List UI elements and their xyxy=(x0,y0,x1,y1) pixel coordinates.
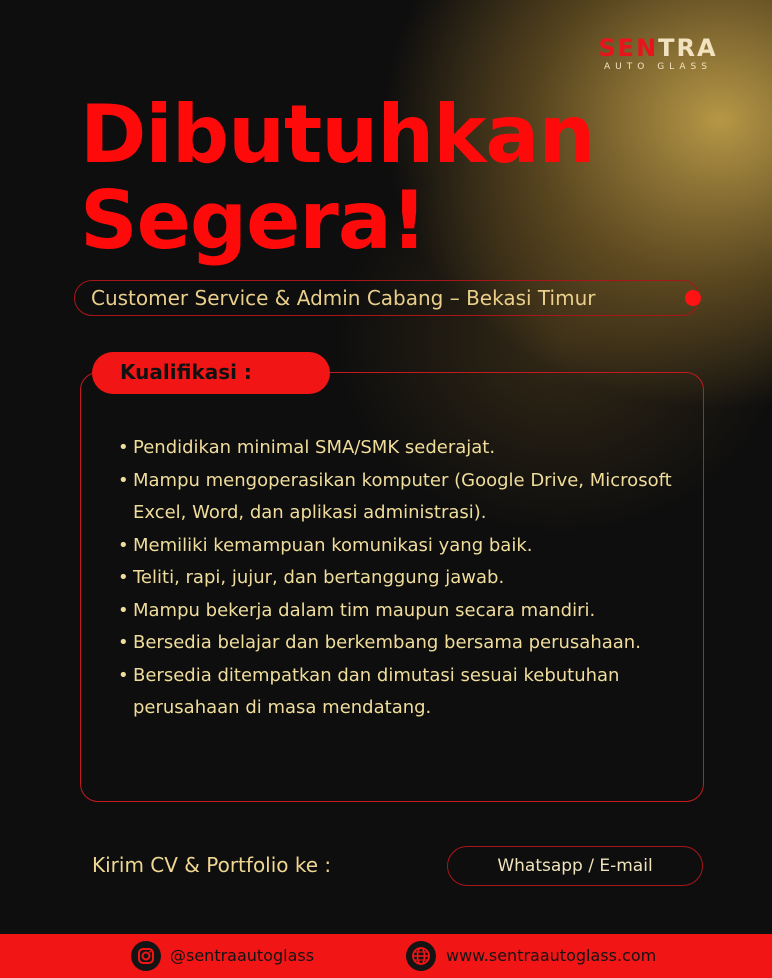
instagram-icon xyxy=(131,941,161,971)
contact-channel-text: Whatsapp / E-mail xyxy=(497,856,653,876)
sentra-logo xyxy=(578,36,738,72)
headline-line-1: Dibutuhkan xyxy=(80,88,595,181)
send-cv-label: Kirim CV & Portfolio ke : xyxy=(92,853,332,877)
position-banner xyxy=(74,280,700,316)
qualifications-title: Kualifikasi : xyxy=(120,360,252,384)
globe-icon xyxy=(406,941,436,971)
qualification-item: • Pendidikan minimal SMA/SMK sederajat. xyxy=(118,432,698,465)
logo-wordmark xyxy=(578,36,738,60)
website-link[interactable]: www.sentraautoglass.com xyxy=(446,946,657,965)
qualifications-list xyxy=(118,432,698,725)
qualification-item: • Mampu bekerja dalam tim maupun secara mandiri. xyxy=(118,595,698,628)
red-dot-decoration xyxy=(685,290,701,306)
logo-subtitle: AUTO GLASS xyxy=(604,62,712,72)
qualification-item: • Teliti, rapi, jujur, dan bertanggung jawab. xyxy=(118,562,698,595)
headline-line-2: Segera! xyxy=(80,174,427,267)
position-title: Customer Service & Admin Cabang – Bekasi Timur xyxy=(91,286,596,310)
qualification-item: • Mampu mengoperasikan komputer (Google Drive, Microsoft Excel, Word, dan aplikasi administrasi). xyxy=(118,465,698,530)
logo-wordmark-rest: TRA xyxy=(658,34,718,62)
qualification-item: • Bersedia belajar dan berkembang bersama perusahaan. xyxy=(118,627,698,660)
headline xyxy=(80,88,595,267)
qualification-item: • Memiliki kemampuan komunikasi yang baik. xyxy=(118,530,698,563)
qualification-item: • Bersedia ditempatkan dan dimutasi sesuai kebutuhan perusahaan di masa mendatang. xyxy=(118,660,698,725)
logo-wordmark-red: SEN xyxy=(598,34,659,62)
instagram-handle[interactable]: @sentraautoglass xyxy=(170,946,315,965)
qualifications-tab xyxy=(92,352,330,394)
footer-bar xyxy=(0,934,772,978)
contact-channel-pill xyxy=(447,846,703,886)
